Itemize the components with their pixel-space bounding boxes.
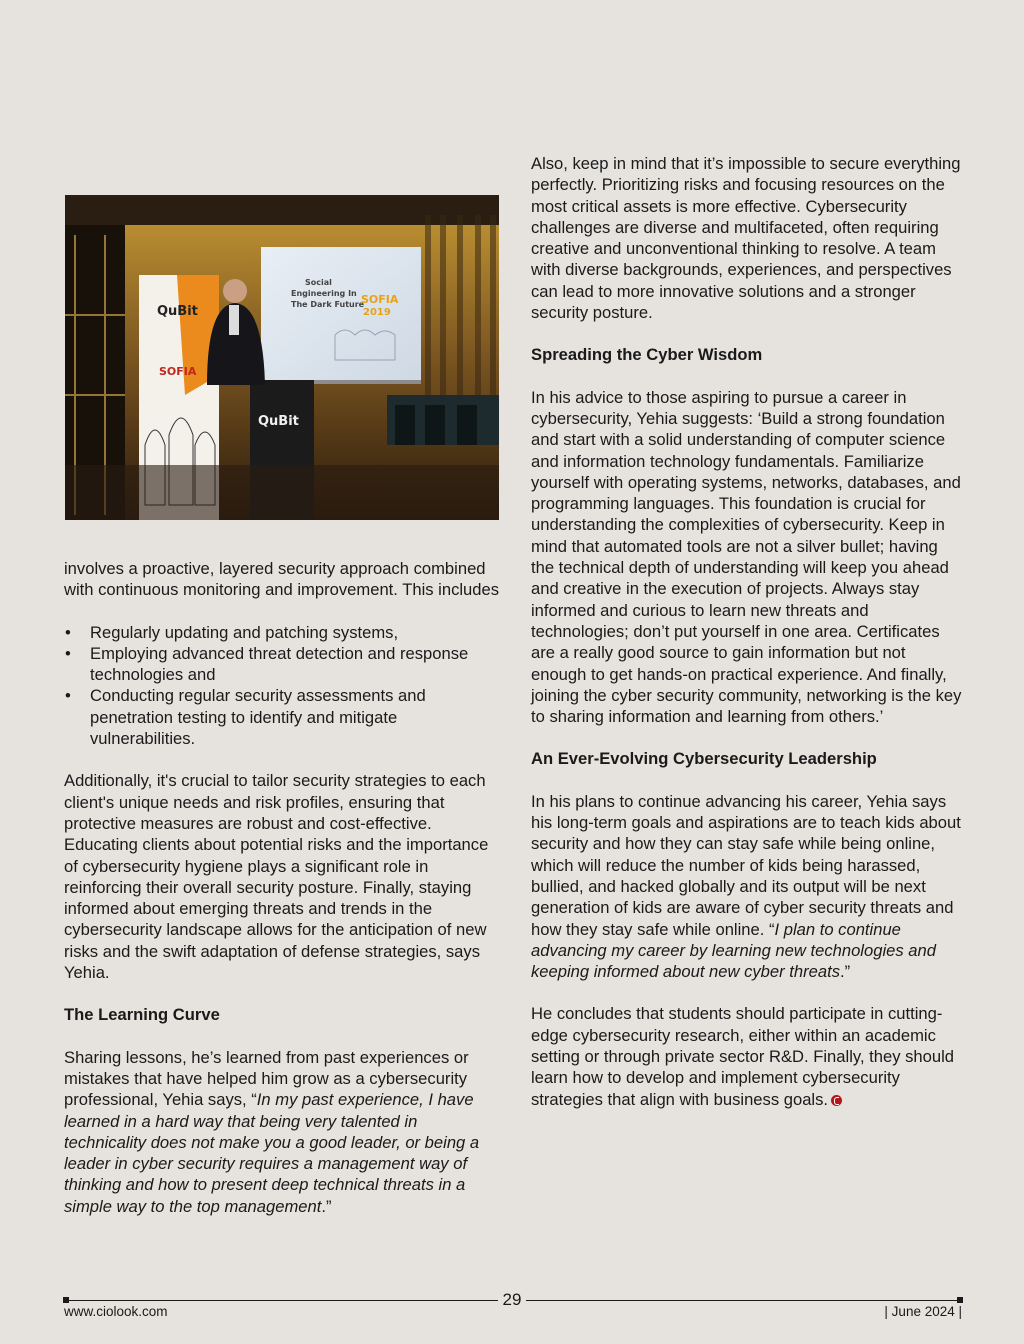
slide-title-line-1: Social	[305, 278, 332, 287]
footer-website[interactable]: www.ciolook.com	[64, 1304, 168, 1319]
lessons-paragraph	[64, 1047, 500, 1217]
heading-cyber-wisdom: Spreading the Cyber Wisdom	[531, 345, 763, 365]
also-paragraph: Also, keep in mind that it’s impossible to secure everything perfectly. Prioritizing risks and focusing resources on the most critical assets is more effective. Cybersecurity challenges are diverse and multifaceted, often requiring creative and unconventional thinking to resolve. A team with diverse backgrounds, experiences, and perspectives can lead to more innovative solutions and a stronger security posture.	[531, 154, 961, 323]
list-item: • Conducting regular security assessments and penetration testing to identify and mitigate vulnerabilities.	[64, 685, 500, 749]
banner-logo: QuBit	[157, 304, 198, 319]
list-item: • Regularly updating and patching systems,	[64, 622, 500, 643]
page-number: 29	[498, 1289, 526, 1311]
podium-logo: QuBit	[258, 414, 299, 429]
left-column	[64, 558, 500, 1238]
article-photo	[65, 195, 499, 520]
footer-rule-start-dot	[63, 1297, 69, 1303]
banner-city: SOFIA	[159, 365, 197, 378]
list-item: • Employing advanced threat detection and response technologies and	[64, 643, 500, 686]
plans-paragraph	[531, 791, 963, 983]
advice-paragraph: In his advice to those aspiring to pursue a career in cybersecurity, Yehia suggests: ‘Build a strong foundation and start with a solid understanding of computer science and information technology fundamentals. Familiarize yourself with operating systems, networks, databases, and programming languages. This foundation is crucial for understanding the complexities of cybersecurity. Keep in mind that automated tools are not a silver bullet; having the technical depth of understanding will keep you ahead and creative in the execution of projects. Always stay informed and curious to learn new threats and technologies; don’t put yourself in one area. Certificates are a really good source to gain information but not enough to get hands-on practical experience. And finally, joining the cyber security community, networking is the key to sharing information and learning from others.’	[531, 387, 962, 727]
concludes-text: He concludes that students should participate in cutting-edge cybersecurity research, either within an academic setting or through private sector R&D. Finally, they should learn how to develop and implement cybersecurity strategies that align with business goals.	[531, 1004, 955, 1109]
footer-issue-date: | June 2024 |	[884, 1304, 962, 1319]
footer-rule-end-dot	[957, 1297, 963, 1303]
plans-lead: In his plans to continue advancing his career, Yehia says his long-term goals and aspirations are to teach kids about security and how they can stay safe while being online, which will reduce the number of kids being harassed, bullied, and hacked globally and its output will be next generation of kids are aware of cyber security threats and how they stay safe while online. “	[531, 791, 961, 939]
plans-end: .”	[840, 962, 851, 982]
lessons-lead: Sharing lessons, he’s learned from past experiences or mistakes that have helped him grow as a cybersecurity professional, Yehia says, “	[64, 1047, 469, 1110]
slide-title-line-2: Engineering In	[291, 289, 357, 298]
additionally-paragraph: Additionally, it's crucial to tailor security strategies to each client's unique needs and risk profiles, ensuring that protective measures are robust and cost-effective. Educating clients about potential risks and the importance of cybersecurity hygiene plays a significant role in reinforcing their overall security posture. Finally, staying informed about emerging threats and trends in the cybersecurity landscape allows for the anticipation of new risks and the swift adaptation of defense strategies, says Yehia.	[64, 771, 489, 983]
concludes-paragraph	[531, 1003, 963, 1109]
intro-paragraph: involves a proactive, layered security approach combined with continuous monitoring and improvement. This includes	[64, 559, 500, 600]
security-practices-list	[64, 622, 500, 750]
slide-event: SOFIA	[361, 293, 399, 306]
lessons-quote: In my past experience, I have learned in a hard way that being very talented in technicality does not make you a good leader, or being a leader in cyber security requires a management way of thinking and how to present deep technical threats in a simple way to the top management	[64, 1090, 480, 1216]
slide-title-line-3: The Dark Future	[291, 300, 365, 309]
heading-learning-curve: The Learning Curve	[64, 1005, 220, 1025]
heading-leadership: An Ever-Evolving Cybersecurity Leadership	[531, 749, 877, 769]
conference-photo-illustration	[65, 195, 499, 520]
slide-year: 2019	[363, 307, 391, 318]
lessons-end: .”	[321, 1196, 332, 1216]
article-end-icon	[831, 1095, 842, 1106]
right-column	[531, 153, 963, 1131]
plans-quote: I plan to continue advancing my career by learning new technologies and keeping informed about new cyber threats	[531, 919, 936, 982]
